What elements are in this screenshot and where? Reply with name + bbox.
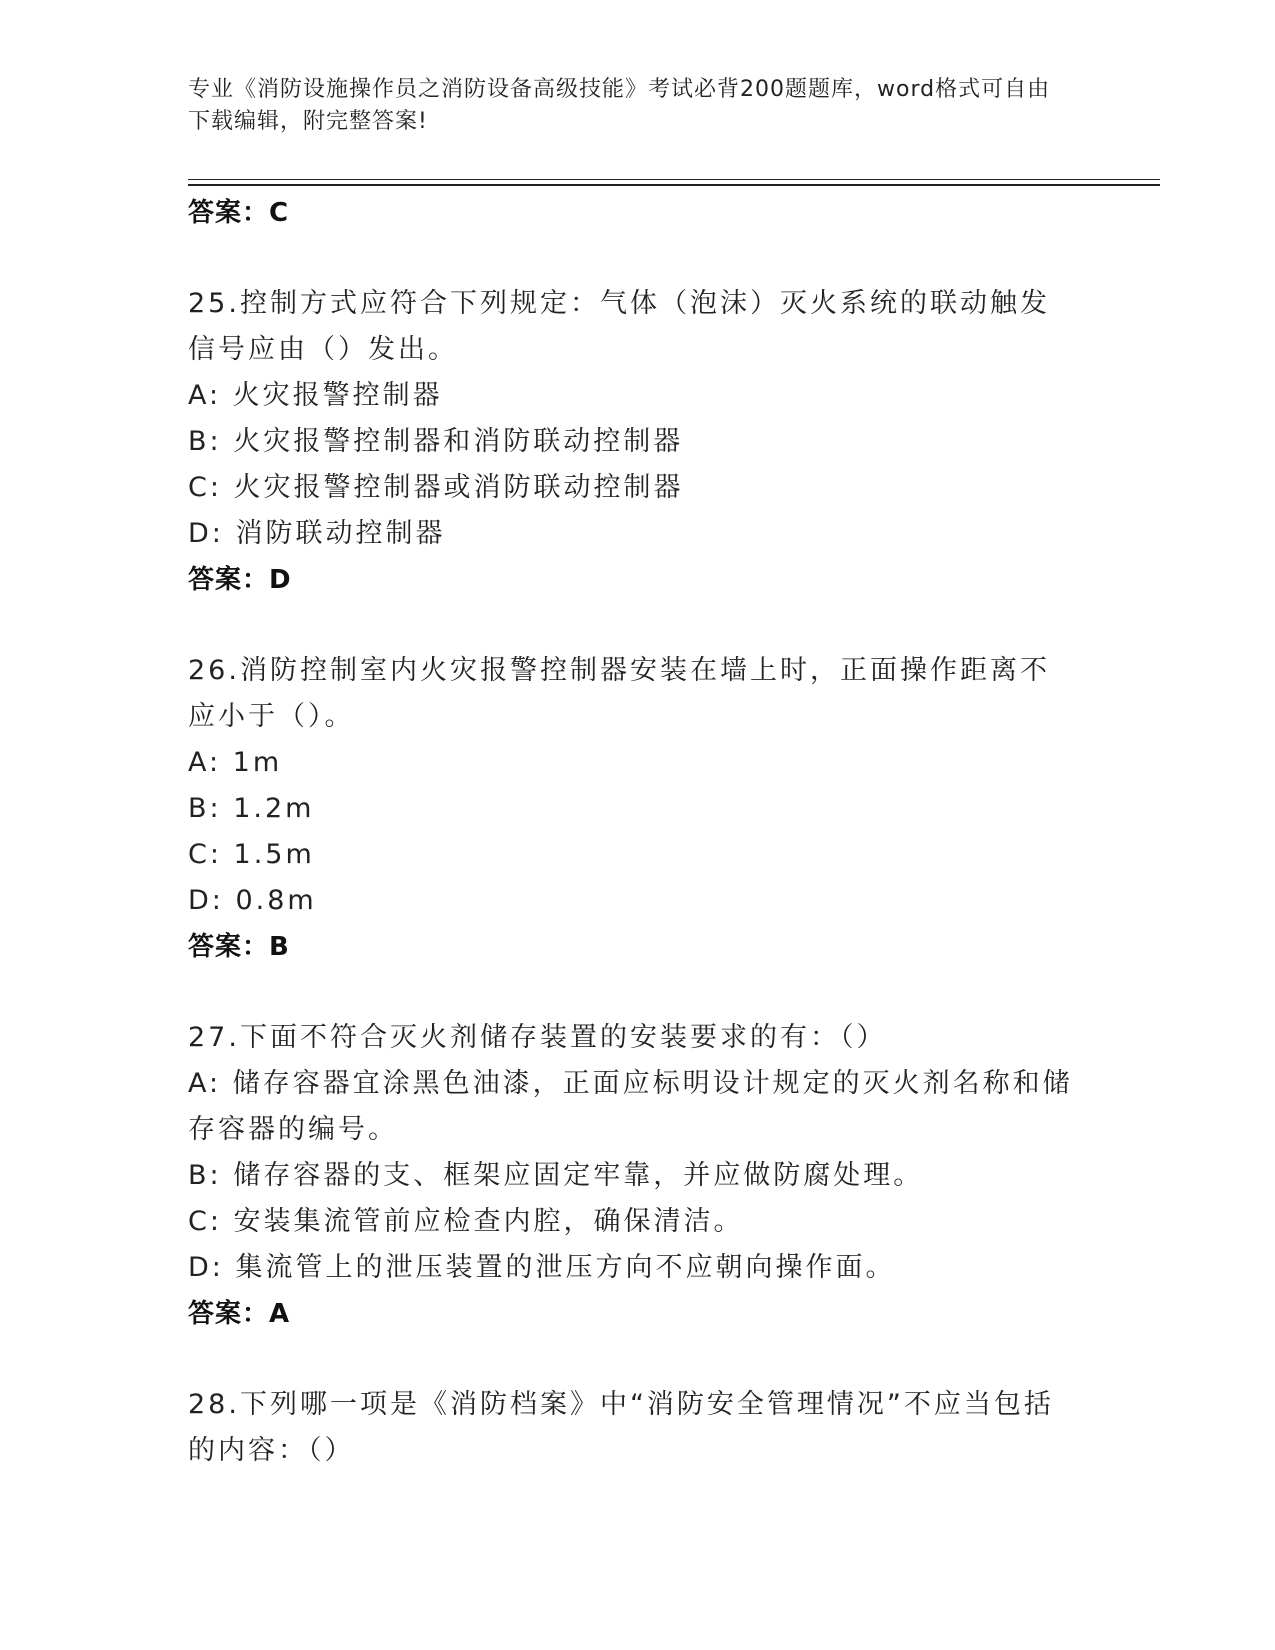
option-a: A: 储存容器宜涂黑色油漆，正面应标明设计规定的灭火剂名称和储存容器的编号。 [188,1068,1073,1145]
spacer [188,603,1088,648]
option-c: C: 1.5m [188,839,315,870]
option-d: D: 消防联动控制器 [188,518,446,549]
question-block [188,281,1088,603]
option-c: C: 安装集流管前应检查内腔，确保清洁。 [188,1206,744,1237]
option-b: B: 储存容器的支、框架应固定牢靠，并应做防腐处理。 [188,1160,924,1191]
question-text: 28.下列哪一项是《消防档案》中“消防安全管理情况”不应当包括的内容：（） [188,1389,1054,1466]
option-a: A: 火灾报警控制器 [188,380,443,411]
option-d: D: 集流管上的泄压装置的泄压方向不应朝向操作面。 [188,1252,896,1283]
question-list [188,190,1088,1474]
answer-label: 答案：D [188,565,292,595]
question-text: 25.控制方式应符合下列规定：气体（泡沫）灭火系统的联动触发信号应由（）发出。 [188,288,1050,365]
answer-label: 答案：A [188,1299,291,1329]
option-b: B: 火灾报警控制器和消防联动控制器 [188,426,684,457]
option-d: D: 0.8m [188,885,317,916]
answer-label: 答案：B [188,932,290,962]
option-a: A: 1m [188,747,283,778]
question-text: 27.下面不符合灭火剂储存装置的安装要求的有：（） [188,1022,887,1053]
question-block [188,1382,1088,1474]
previous-answer: 答案：C [188,198,290,228]
option-b: B: 1.2m [188,793,315,824]
option-c: C: 火灾报警控制器或消防联动控制器 [188,472,684,503]
document-header: 专业《消防设施操作员之消防设备高级技能》考试必背200题题库，word格式可自由下载编辑，附完整答案! [188,77,1051,134]
spacer [188,970,1088,1015]
spacer [188,236,1088,281]
header-divider-thick [188,184,1160,186]
question-block [188,1015,1088,1337]
header-divider-thin [188,179,1160,180]
question-text: 26.消防控制室内火灾报警控制器安装在墙上时，正面操作距离不应小于（）。 [188,655,1050,732]
spacer [188,1337,1088,1382]
question-block [188,648,1088,970]
